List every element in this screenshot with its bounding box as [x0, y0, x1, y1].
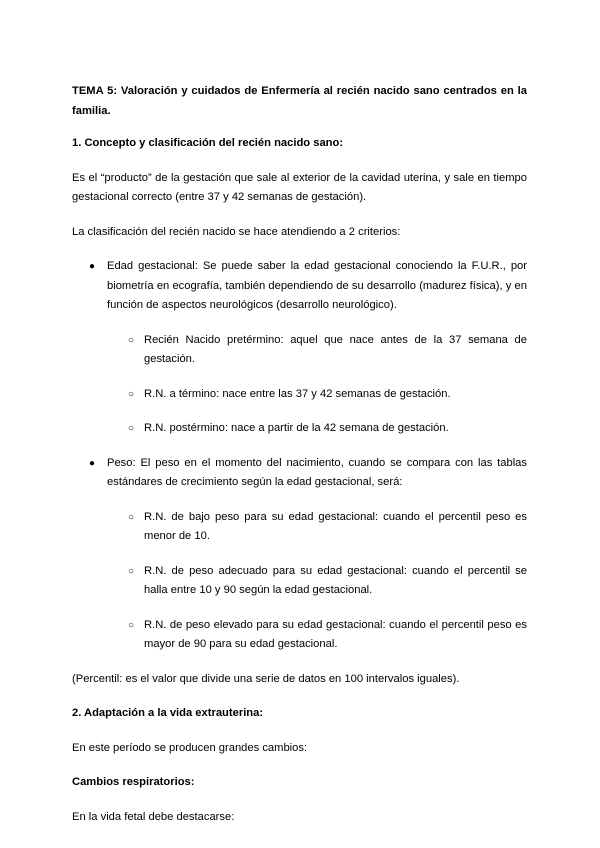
weight-sublist — [107, 508, 527, 655]
document-page — [72, 82, 527, 842]
respiratory-changes-heading: Cambios respiratorios: — [72, 776, 195, 788]
list-item — [107, 562, 527, 601]
list-item-text: R.N. de peso adecuado para su edad gestacional: cuando el percentil se halla entre 10 y 90 según la edad gestacional. — [144, 564, 527, 596]
criteria-text: Edad gestacional: Se puede saber la edad gestacional conociendo la F.U.R., por biometría en ecografía, también dependiendo de su desarrollo (madurez física), y en función de aspectos neurológicos (desarrollo neurológico). — [107, 260, 527, 311]
circle-bullet-icon: ○ — [128, 388, 135, 400]
circle-bullet-icon: ○ — [128, 511, 135, 523]
criteria-item-weight — [72, 454, 527, 655]
list-item-text: R.N. de bajo peso para su edad gestacional: cuando el percentil peso es menor de 10. — [144, 510, 527, 542]
criteria-intro: La clasificación del recién nacido se hace atendiendo a 2 criterios: — [72, 225, 401, 238]
list-item-text: R.N. a término: nace entre las 37 y 42 semanas de gestación. — [144, 387, 451, 400]
circle-bullet-icon: ○ — [128, 565, 135, 577]
bullet-icon: ● — [89, 261, 96, 272]
section-2-intro: En este período se producen grandes cambios: — [72, 741, 308, 754]
list-item — [107, 385, 527, 405]
list-item — [107, 331, 527, 370]
gestational-age-sublist — [107, 331, 527, 439]
criteria-item-gestational-age — [72, 257, 527, 439]
percentile-note: (Percentil: es el valor que divide una serie de datos en 100 intervalos iguales). — [72, 672, 460, 685]
section-1-heading: 1. Concepto y clasificación del recién nacido sano: — [72, 137, 344, 149]
list-item-text: R.N. postérmino: nace a partir de la 42 semana de gestación. — [144, 422, 449, 434]
criteria-list — [72, 257, 527, 655]
list-item-text: Recién Nacido pretérmino: aquel que nace antes de la 37 semana de gestación. — [144, 333, 527, 365]
fetal-life-text: En la vida fetal debe destacarse: — [72, 810, 235, 823]
list-item-text: R.N. de peso elevado para su edad gestacional: cuando el percentil peso es mayor de 90 para su edad gestacional. — [144, 618, 527, 650]
list-item — [107, 616, 527, 655]
circle-bullet-icon: ○ — [128, 423, 135, 434]
section-2-heading: 2. Adaptación a la vida extrauterina: — [72, 707, 264, 719]
list-item — [107, 508, 527, 547]
document-title: TEMA 5: Valoración y cuidados de Enfermería al recién nacido sano centrados en la familia. — [72, 85, 527, 117]
circle-bullet-icon: ○ — [128, 334, 135, 346]
section-1-intro: Es el “producto” de la gestación que sale al exterior de la cavidad uterina, y sale en tiempo gestacional correcto (entre 37 y 42 semanas de gestación). — [72, 171, 527, 203]
bullet-icon: ● — [89, 457, 96, 469]
list-item — [107, 419, 527, 439]
circle-bullet-icon: ○ — [128, 619, 135, 631]
criteria-text: Peso: El peso en el momento del nacimiento, cuando se compara con las tablas estándares de crecimiento según la edad gestacional, será: — [107, 456, 527, 488]
